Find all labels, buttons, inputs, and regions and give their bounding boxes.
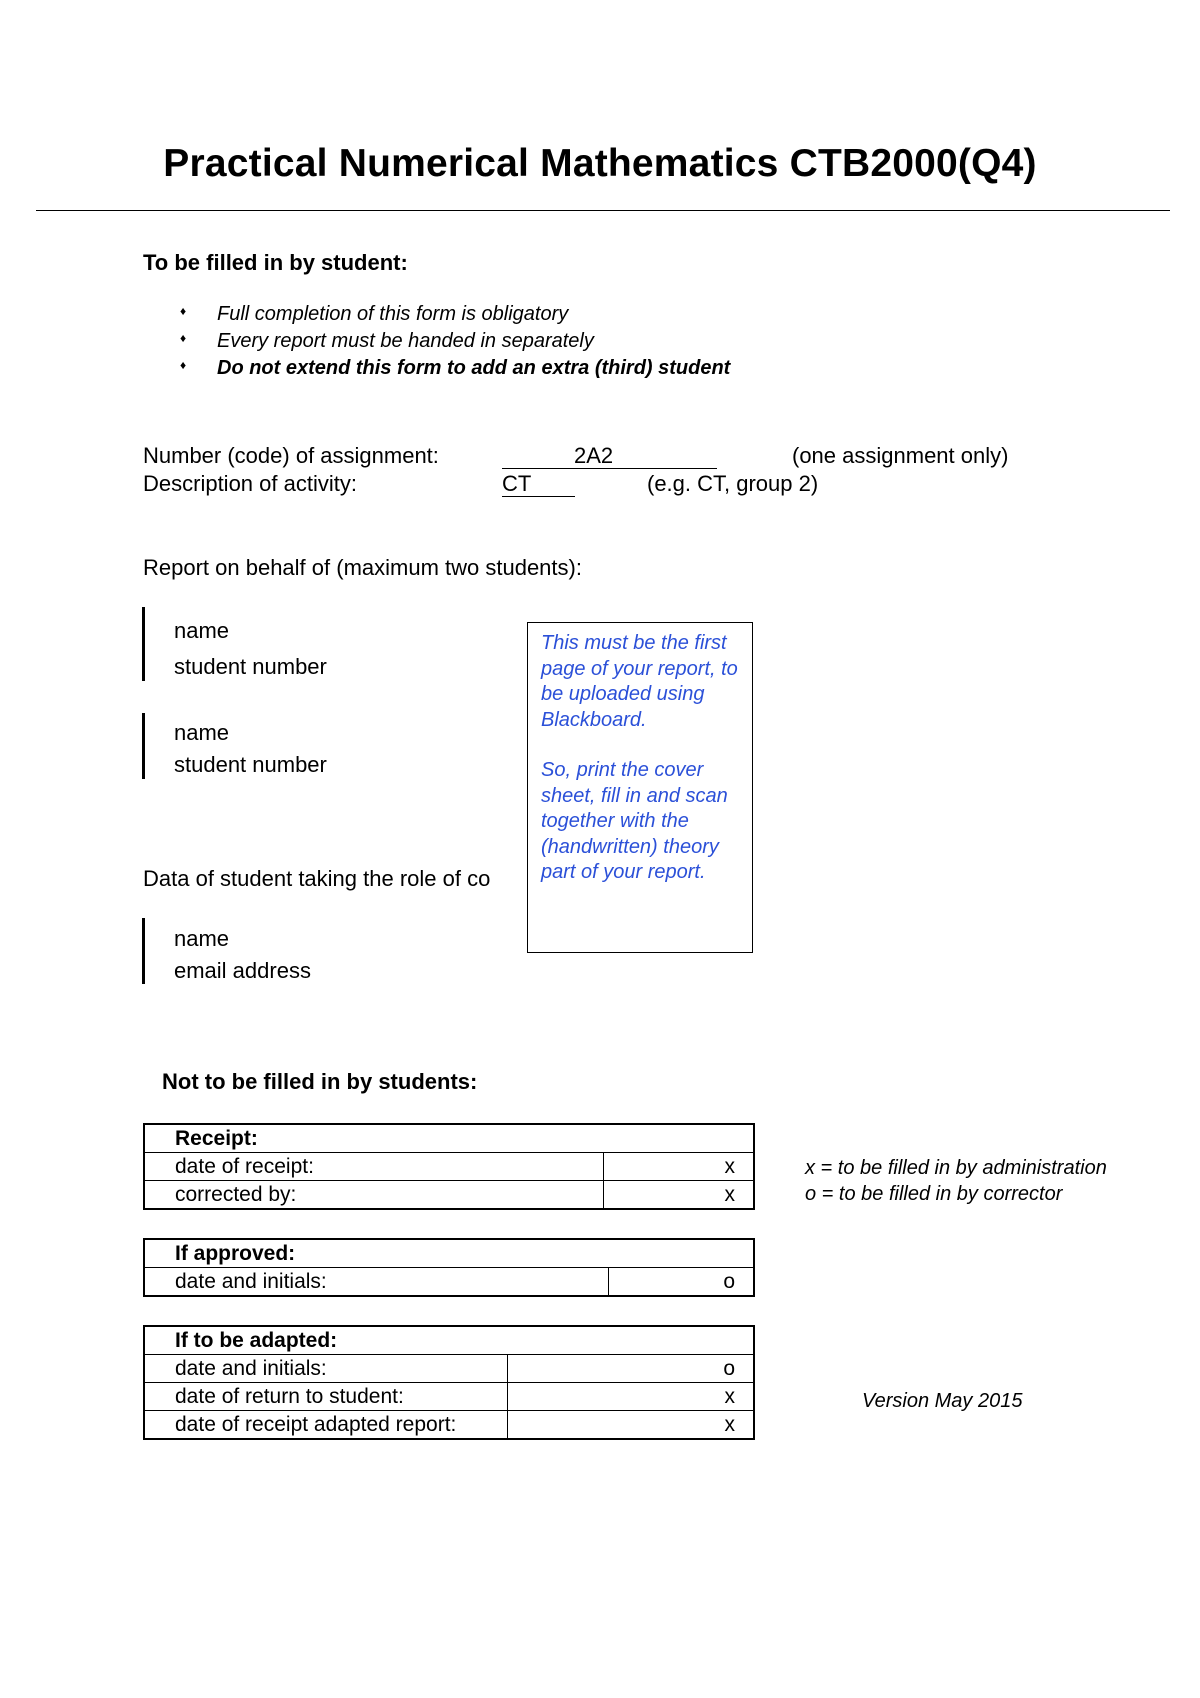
title-divider <box>36 210 1170 211</box>
table-row[interactable] <box>144 1268 754 1297</box>
assignment-number-note: (one assignment only) <box>792 443 1009 468</box>
table-row[interactable] <box>144 1383 754 1411</box>
adapted-row-label: date and initials: <box>144 1355 508 1383</box>
table-row[interactable] <box>144 1153 754 1181</box>
receipt-row-label: corrected by: <box>144 1181 603 1210</box>
approved-row-mark[interactable]: o <box>608 1268 754 1297</box>
coordinator-email-label[interactable]: email address <box>174 958 311 983</box>
instruction-list <box>180 303 730 384</box>
version-note: Version May 2015 <box>862 1390 1023 1412</box>
approved-table <box>143 1238 755 1297</box>
table-row[interactable] <box>144 1355 754 1383</box>
receipt-table <box>143 1123 755 1210</box>
student2-name-label[interactable]: name <box>174 720 230 745</box>
student1-name-label[interactable]: name <box>174 618 230 643</box>
student2-number-label[interactable]: student number <box>174 752 327 777</box>
adapted-title: If to be adapted: <box>144 1326 754 1355</box>
adapted-table <box>143 1325 755 1440</box>
student1-bracket <box>142 607 145 681</box>
approved-row-label: date and initials: <box>144 1268 608 1297</box>
callout-paragraph: This must be the first page of your report, to be uploaded using Blackboard. <box>541 632 738 731</box>
legend-x-note: x = to be filled in by administration <box>805 1157 1107 1179</box>
student1-number-label[interactable]: student number <box>174 654 327 679</box>
legend-o-note: o = to be filled in by corrector <box>805 1183 1063 1205</box>
instruction-item: ♦ Do not extend this form to add an extra (third) student <box>180 357 730 384</box>
activity-value: CT <box>502 471 532 496</box>
adapted-row-mark[interactable]: o <box>508 1355 755 1383</box>
instruction-item: ♦ Full completion of this form is obligatory <box>180 303 730 330</box>
page-title: Practical Numerical Mathematics CTB2000(Q4) <box>163 142 1037 185</box>
student-section-heading: To be filled in by student: <box>143 250 408 275</box>
assignment-number-label: Number (code) of assignment: <box>143 443 439 468</box>
receipt-row-label: date of receipt: <box>144 1153 603 1181</box>
student2-bracket <box>142 713 145 779</box>
behalf-heading: Report on behalf of (maximum two students): <box>143 555 582 580</box>
adapted-row-label: date of receipt adapted report: <box>144 1411 508 1440</box>
receipt-title: Receipt: <box>144 1124 754 1153</box>
adapted-row-label: date of return to student: <box>144 1383 508 1411</box>
assignment-number-value: 2A2 <box>574 443 614 468</box>
callout-paragraph: So, print the cover sheet, fill in and scan together with the (handwritten) theory part of your report. <box>541 759 728 883</box>
admin-section-heading: Not to be filled in by students: <box>162 1069 478 1094</box>
receipt-row-mark[interactable]: x <box>603 1181 754 1210</box>
table-row[interactable] <box>144 1181 754 1210</box>
instruction-item: ♦ Every report must be handed in separately <box>180 330 730 357</box>
activity-note: (e.g. CT, group 2) <box>647 471 819 496</box>
approved-title: If approved: <box>144 1239 754 1268</box>
adapted-row-mark[interactable]: x <box>508 1411 755 1440</box>
coordinator-heading: Data of student taking the role of co <box>143 866 491 891</box>
upload-instructions-callout <box>527 622 753 953</box>
assignment-number-field[interactable] <box>502 443 717 469</box>
adapted-row-mark[interactable]: x <box>508 1383 755 1411</box>
table-row[interactable] <box>144 1411 754 1440</box>
activity-field[interactable] <box>502 471 575 497</box>
receipt-row-mark[interactable]: x <box>603 1153 754 1181</box>
coordinator-name-label[interactable]: name <box>174 926 230 951</box>
coordinator-bracket <box>142 918 145 984</box>
activity-label: Description of activity: <box>143 471 357 496</box>
